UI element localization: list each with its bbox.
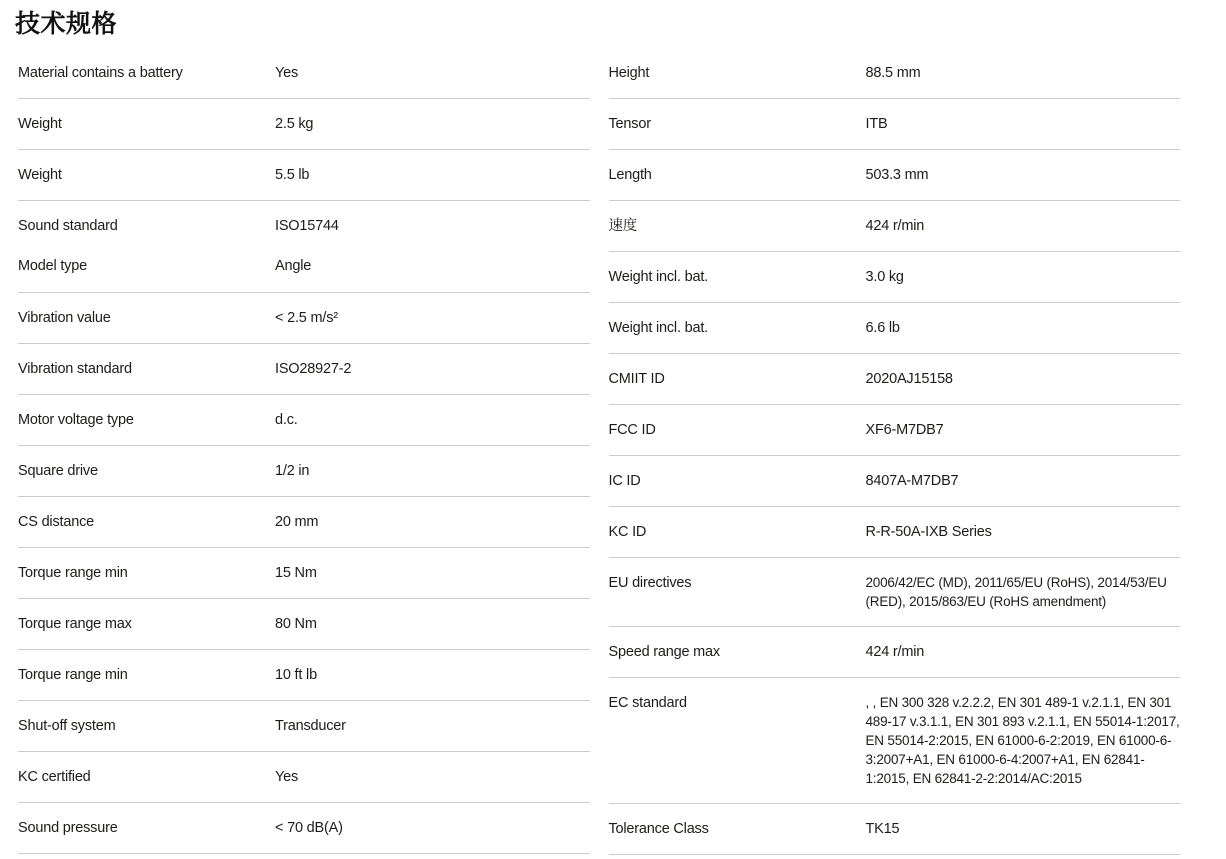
spec-label: Weight incl. bat. <box>608 320 708 336</box>
spec-label: Motor voltage type <box>18 412 134 428</box>
spec-label: CS distance <box>18 514 94 530</box>
spec-value: , , EN 300 328 v.2.2.2, EN 301 489-1 v.2.1.1, EN 301 489-17 v.3.1.1, EN 301 893 v.2.1.1, EN 55014-1:2017, EN 55014-2:2015, EN 61000-6-2:2019, EN 61000-6-3:2007+A1, EN 61000-6-4:2007+A1, EN 62841-1:2015, EN 62841-2-2:2014/AC:2015 <box>865 695 1180 786</box>
spec-label: 速度 <box>608 218 638 234</box>
spec-value: 20 mm <box>275 514 319 530</box>
spec-label: Square drive <box>18 463 98 479</box>
spec-label: EC standard <box>608 695 687 711</box>
spec-label: Weight incl. bat. <box>608 269 708 285</box>
spec-value: 2020AJ15158 <box>865 371 953 387</box>
spec-row <box>609 201 1181 252</box>
spec-row <box>18 446 590 497</box>
spec-label: IC ID <box>608 473 641 489</box>
spec-label: Sound pressure <box>18 820 118 836</box>
spec-value: 5.5 lb <box>275 167 310 183</box>
spec-value: 2006/42/EC (MD), 2011/65/EU (RoHS), 2014/53/EU (RED), 2015/863/EU (RoHS amendment) <box>865 575 1167 609</box>
spec-row <box>609 99 1181 150</box>
spec-value: 1/2 in <box>275 463 310 479</box>
spec-row <box>18 599 590 650</box>
spec-value: Yes <box>275 65 299 81</box>
spec-right-column <box>609 48 1181 855</box>
spec-label: KC certified <box>18 769 91 785</box>
spec-label: Model type <box>18 258 87 274</box>
spec-value: 2.5 kg <box>275 116 314 132</box>
spec-label: FCC ID <box>608 422 656 438</box>
spec-row <box>18 48 590 99</box>
spec-row <box>18 701 590 752</box>
spec-value: Transducer <box>275 718 346 734</box>
spec-label: Vibration standard <box>18 361 132 377</box>
spec-label: Height <box>608 65 650 81</box>
spec-value: 424 r/min <box>865 644 925 660</box>
spec-label: Length <box>608 167 652 183</box>
spec-value: Angle <box>275 258 312 274</box>
spec-label: Torque range max <box>18 616 132 632</box>
spec-label: Tensor <box>608 116 651 132</box>
spec-row <box>18 99 590 150</box>
spec-value: 15 Nm <box>275 565 317 581</box>
spec-value: 3.0 kg <box>865 269 904 285</box>
spec-value: < 70 dB(A) <box>275 820 343 836</box>
spec-label: Weight <box>18 116 62 132</box>
spec-label: Material contains a battery <box>18 65 183 81</box>
spec-row <box>18 150 590 201</box>
spec-row <box>609 405 1181 456</box>
spec-row <box>609 150 1181 201</box>
spec-row <box>609 804 1181 855</box>
spec-row <box>609 456 1181 507</box>
spec-row <box>609 558 1181 627</box>
spec-row <box>609 252 1181 303</box>
spec-left-column <box>18 48 590 855</box>
spec-row <box>18 497 590 548</box>
spec-label: Torque range min <box>18 667 128 683</box>
spec-row <box>18 752 590 803</box>
spec-value: ISO28927-2 <box>275 361 352 377</box>
spec-value: Yes <box>275 769 299 785</box>
spec-row <box>18 650 590 701</box>
spec-value: 80 Nm <box>275 616 317 632</box>
specifications-table <box>18 48 1180 855</box>
spec-label: Sound standard <box>18 218 118 234</box>
spec-label: CMIIT ID <box>608 371 665 387</box>
spec-label: EU directives <box>608 575 692 591</box>
spec-row <box>18 395 590 446</box>
spec-row <box>18 201 590 246</box>
spec-value: 88.5 mm <box>865 65 921 81</box>
spec-label: Tolerance Class <box>608 821 709 837</box>
spec-row <box>18 803 590 854</box>
spec-value: 6.6 lb <box>865 320 900 336</box>
spec-label: Torque range min <box>18 565 128 581</box>
spec-value: ISO15744 <box>275 218 339 234</box>
spec-value: XF6-M7DB7 <box>865 422 944 438</box>
spec-row <box>609 678 1181 804</box>
spec-row <box>609 507 1181 558</box>
spec-value: < 2.5 m/s² <box>275 310 338 326</box>
spec-row <box>609 627 1181 678</box>
spec-value: TK15 <box>865 821 900 837</box>
spec-label: KC ID <box>608 524 647 540</box>
spec-label: Vibration value <box>18 310 111 326</box>
spec-value: R-R-50A-IXB Series <box>865 524 992 540</box>
spec-label: Shut-off system <box>18 718 116 734</box>
spec-value: d.c. <box>275 412 298 428</box>
page-title: 技术规格 <box>15 10 118 38</box>
spec-label: Speed range max <box>608 644 720 660</box>
spec-row <box>18 548 590 599</box>
spec-row <box>609 303 1181 354</box>
spec-value: 8407A-M7DB7 <box>865 473 959 489</box>
spec-value: 424 r/min <box>865 218 925 234</box>
spec-row <box>609 354 1181 405</box>
spec-row <box>18 344 590 395</box>
spec-value: 503.3 mm <box>865 167 929 183</box>
spec-row <box>18 293 590 344</box>
spec-row <box>18 246 590 293</box>
spec-label: Weight <box>18 167 62 183</box>
spec-value: ITB <box>865 116 888 132</box>
spec-row <box>609 48 1181 99</box>
spec-value: 10 ft lb <box>275 667 317 683</box>
